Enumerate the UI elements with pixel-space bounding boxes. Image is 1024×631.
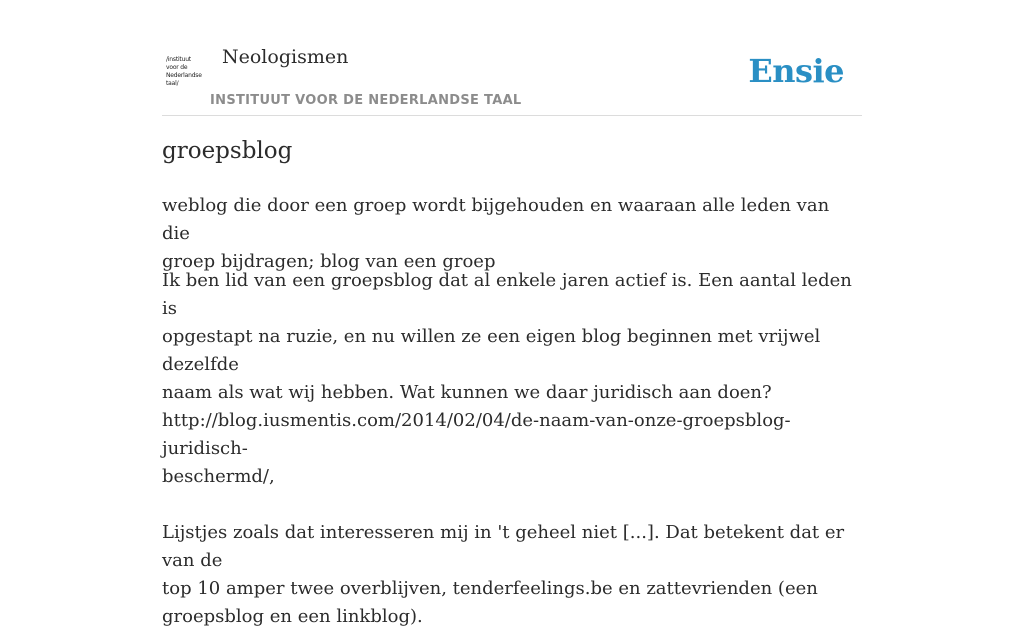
quote-line: opgestapt na ruzie, en nu willen ze een eigen blog beginnen met vrijwel dezelfde bbox=[162, 326, 821, 375]
definition-line: groep bijdragen; blog van een groep bbox=[162, 251, 496, 272]
quote-line: naam als wat wij hebben. Wat kunnen we daar juridisch aan doen? bbox=[162, 382, 772, 403]
source-title[interactable]: Neologismen bbox=[222, 46, 349, 68]
quote-source-link: beschermd/, bbox=[162, 466, 275, 487]
quote-source-link: http://blog.iusmentis.com/2014/02/04/de-naam-van-onze-groepsblog-juridisch- bbox=[162, 410, 791, 459]
logo-text-line: voor de bbox=[166, 64, 188, 71]
ensie-brand-logo[interactable]: Ensie bbox=[748, 52, 844, 90]
definition-text bbox=[162, 192, 862, 276]
institute-logo[interactable] bbox=[166, 56, 206, 88]
quote-line: top 10 amper twee overblijven, tenderfeelings.be en zattevrienden (een bbox=[162, 578, 818, 599]
paragraph-gap bbox=[162, 491, 862, 519]
quote-line: Lijstjes zoals dat interesseren mij in 't geheel niet [...]. Dat betekent dat er van de bbox=[162, 522, 845, 571]
logo-text-line: Nederlandse bbox=[166, 72, 202, 79]
definition-line: weblog die door een groep wordt bijgehouden en waaraan alle leden van die bbox=[162, 195, 830, 244]
source-subtitle: INSTITUUT VOOR DE NEDERLANDSE TAAL bbox=[210, 93, 522, 108]
quote-line: groepsblog en een linkblog). bbox=[162, 606, 423, 627]
quote-line: Ik ben lid van een groepsblog dat al enkele jaren actief is. Een aantal leden is bbox=[162, 270, 852, 319]
logo-text-line: taal/ bbox=[166, 80, 179, 87]
logo-text-line: /instituut bbox=[166, 56, 191, 63]
site-header bbox=[162, 42, 862, 116]
example-quotes bbox=[162, 267, 862, 631]
term-heading: groepsblog bbox=[162, 138, 293, 164]
